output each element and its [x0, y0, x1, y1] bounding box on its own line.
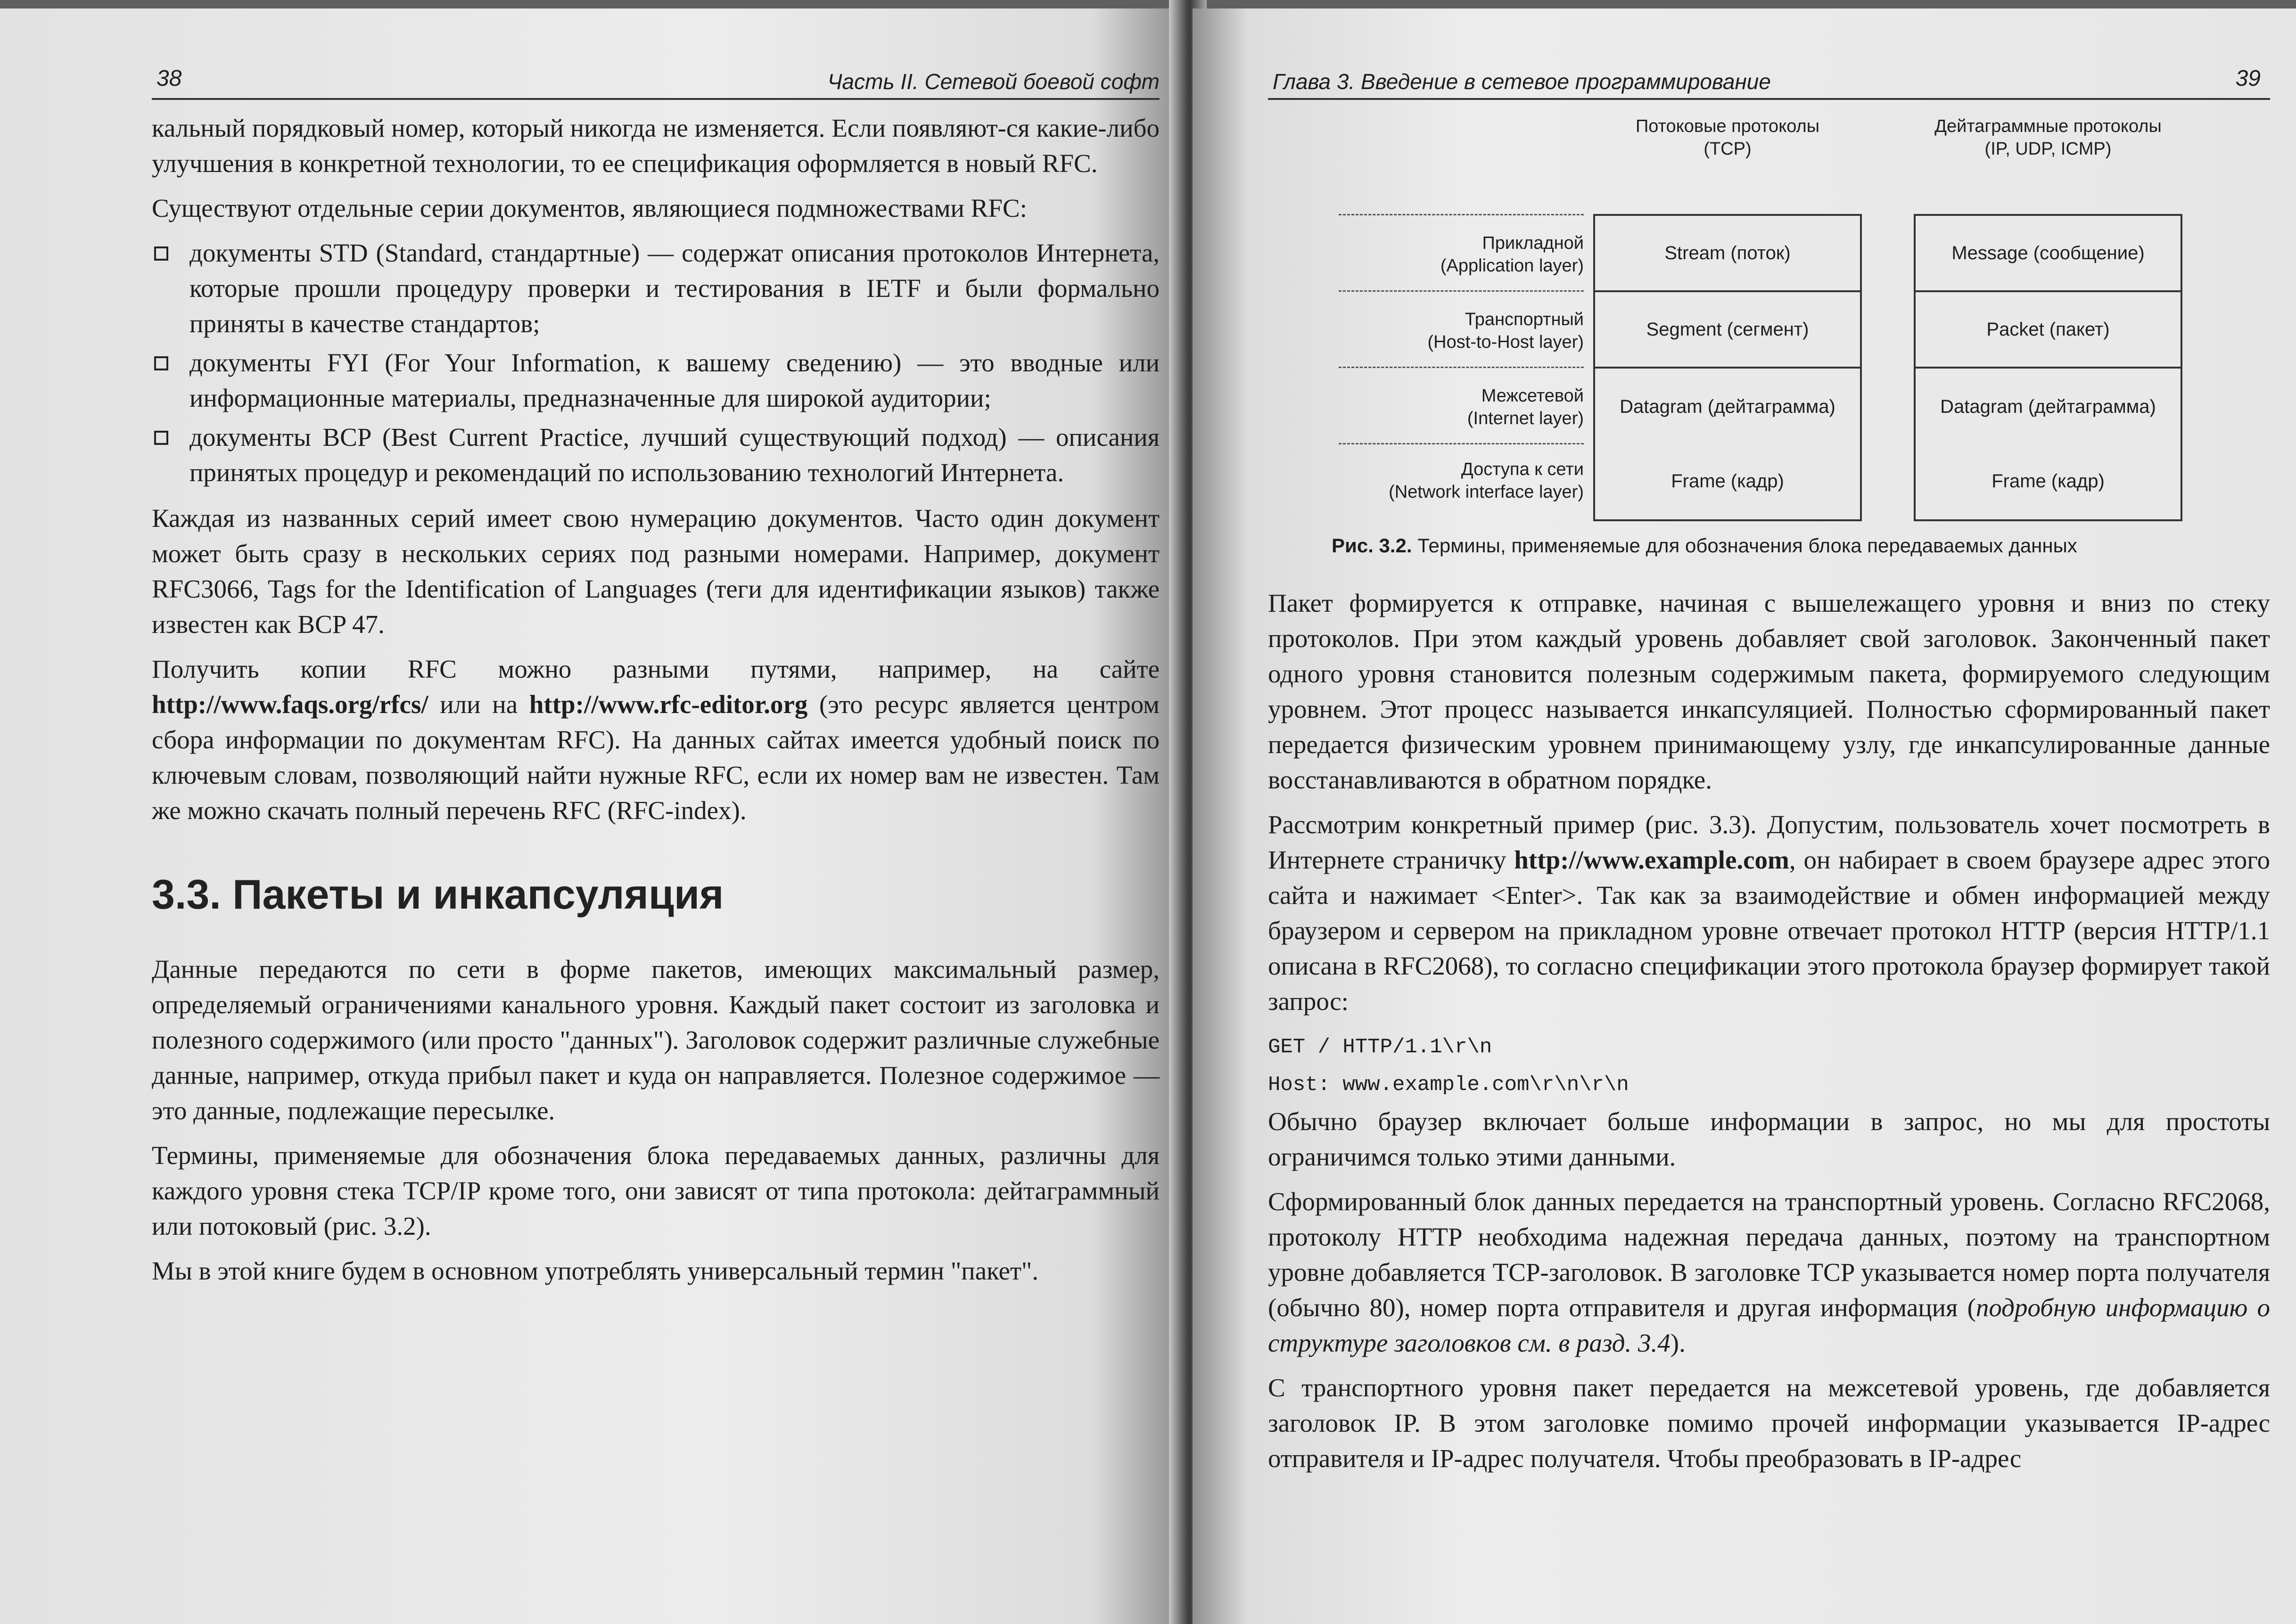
layer-label: Межсетевой (Internet layer) — [1467, 386, 1584, 428]
paragraph: Обычно браузер включает больше информации в запрос, но мы для простоты ограничимся только этими данными. — [1268, 1107, 2270, 1171]
paragraph: Сформированный блок данных передается на транспортный уровень. Согласно RFC2068, протоколу HTTP необходима надежная передача данных, поэтому на транспортном уровне добавляется TCP-заголовок. В заголовке TCP указывается номер порта получателя (обычно 80), номер порта отправителя и другая информация (подробную информацию о структуре заголовков см. в разд. 3.4). — [1268, 1187, 2271, 1357]
column-header-datagram: Дейтаграммные протоколы (IP, UDP, ICMP) — [1934, 116, 2162, 159]
section-heading: 3.3. Пакеты и инкапсуляция — [152, 871, 724, 918]
table-cell: Frame (кадр) — [1992, 470, 2105, 492]
checkbox-bullet-icon — [154, 431, 168, 445]
bullet-list — [152, 235, 1160, 490]
list-item: документы BCP (Best Current Practice, лучший существующий подход) — описания принятых процедур и рекомендаций по использованию технологий Интернета. — [152, 419, 1160, 490]
table-cell: Packet (пакет) — [1916, 292, 2181, 369]
datagram-column-bottom — [1914, 443, 2182, 521]
paragraph: Существуют отдельные серии документов, являющиеся подмножествами RFC: — [152, 194, 1027, 222]
right-page-header — [1268, 56, 2270, 100]
running-title: Часть II. Сетевой боевой софт — [827, 69, 1160, 94]
table-cell: Datagram (дейтаграмма) — [1940, 396, 2156, 417]
dashed-divider — [1339, 443, 1584, 444]
datagram-column — [1914, 214, 2182, 447]
link-faqs[interactable]: http://www.faqs.org/rfcs/ — [152, 690, 428, 719]
paragraph: С транспортного уровня пакет передается на межсетевой уровень, где добавляется заголовок IP. В этом заголовке помимо прочей информации указывается IP-адрес отправителя и IP-адрес получателя. Чтобы преобразовать в IP-адрес — [1268, 1373, 2270, 1473]
dashed-divider — [1339, 290, 1584, 292]
page-number: 38 — [156, 66, 182, 91]
left-page-header — [152, 56, 1160, 100]
code-block — [1268, 1028, 2270, 1104]
paragraph: Каждая из названных серий имеет свою нумерацию документов. Часто один документ может быть сразу в нескольких сериях под разными номерами. Например, документ RFC3066, Tags for the Identification of Languages (теги для идентификации языков) также известен как BCP 47. — [152, 504, 1160, 639]
right-page — [1193, 8, 2296, 1624]
layer-label: Доступа к сети (Network interface layer) — [1389, 459, 1584, 502]
left-page — [0, 8, 1188, 1624]
paragraph: кальный порядковый номер, который никогда не изменяется. Если появляют-ся какие-либо улучшения в конкретной технологии, то ее спецификация оформляется в новый RFC. — [152, 114, 1160, 178]
running-title: Глава 3. Введение в сетевое программирование — [1273, 69, 1771, 94]
layer-label: Прикладной (Application layer) — [1440, 233, 1584, 276]
table-cell: Message (сообщение) — [1916, 216, 2181, 292]
column-header-stream: Потоковые протоколы (TCP) — [1635, 116, 1820, 159]
table-cell: Datagram (дейтаграмма) — [1620, 396, 1835, 417]
list-item: документы FYI (For Your Information, к вашему сведению) — это вводные или информационные материалы, предназначенные для широкой аудитории; — [152, 345, 1160, 416]
paragraph: Данные передаются по сети в форме пакетов, имеющих максимальный размер, определяемый ограничениями канального уровня. Каждый пакет состоит из заголовка и полезного содержимого (или просто "данных"). Заголовок содержит различные служебные данные, например, откуда прибыл пакет и куда он направляется. Полезное содержимое — это данные, подлежащие пересылке. — [152, 955, 1160, 1125]
figure-3-2 — [1268, 110, 2270, 516]
layer-labels — [1339, 110, 1584, 516]
table-cell: Frame (кадр) — [1671, 470, 1784, 492]
paragraph: Термины, применяемые для обозначения блока передаваемых данных, различны для каждого уровня стека TCP/IP кроме того, они зависят от типа протокола: дейтаграммный или потоковый (рис. 3.2). — [152, 1141, 1160, 1240]
page-number: 39 — [2235, 66, 2261, 91]
checkbox-bullet-icon — [154, 246, 168, 261]
paragraph: Мы в этой книге будем в основном употреблять универсальный термин "пакет". — [152, 1256, 1039, 1285]
checkbox-bullet-icon — [154, 356, 168, 370]
paragraph: Пакет формируется к отправке, начиная с вышележащего уровня и вниз по стеку протоколов. При этом каждый уровень добавляет свой заголовок. Законченный пакет одного уровня становится полезным содержимым пакета, формируемого следующим уровнем. Этот процесс называется инкапсуляцией. Полностью сформированный пакет передается физическим уровнем принимающему узлу, где инкапсулированные данные восстанавливаются в обратном порядке. — [1268, 589, 2270, 794]
link-rfc-editor[interactable]: http://www.rfc-editor.org — [529, 690, 808, 719]
paragraph: Рассмотрим конкретный пример (рис. 3.3). Допустим, пользователь хочет посмотреть в Интернете страничку http://www.example.com, он набирает в своем браузере адрес этого сайта и нажимает <Enter>. Так как за взаимодействие и обмен информацией между браузером и сервером на прикладном уровне отвечает протокол HTTP (версия HTTP/1.1 описана в RFC2068), то согласно спецификации этого протокола браузер формирует такой запрос: — [1268, 810, 2270, 1016]
code-line: Host: www.example.com\r\n\r\n — [1268, 1073, 1629, 1097]
link-example[interactable]: http://www.example.com — [1514, 845, 1789, 874]
dashed-divider — [1339, 214, 1584, 215]
list-item: документы STD (Standard, стандартные) — содержат описания протоколов Интернета, которые прошли процедуру проверки и тестирования в IETF и были формально приняты в качестве стандартов; — [152, 235, 1160, 341]
table-cell: Stream (поток) — [1595, 216, 1860, 292]
dashed-divider — [1339, 367, 1584, 368]
stream-column — [1593, 214, 1862, 447]
code-line: GET / HTTP/1.1\r\n — [1268, 1035, 1492, 1059]
table-cell: Segment (сегмент) — [1595, 292, 1860, 369]
layer-label: Транспортный (Host-to-Host layer) — [1427, 310, 1584, 352]
stream-column-bottom — [1593, 443, 1862, 521]
figure-caption: Рис. 3.2. Термины, применяемые для обозначения блока передаваемых данных — [1332, 534, 2077, 557]
paragraph: Получить копии RFC можно разными путями, например, на сайте http://www.faqs.org/rfcs/ или на http://www.rfc-editor.org (это ресурс является центром сбора информации по документам RFC). На данных сайтах имеется удобный поиск по ключевым словам, позволяющий найти нужные RFC, если их номер вам не известен. Там же можно скачать полный перечень RFC (RFC-index). — [152, 655, 1160, 825]
